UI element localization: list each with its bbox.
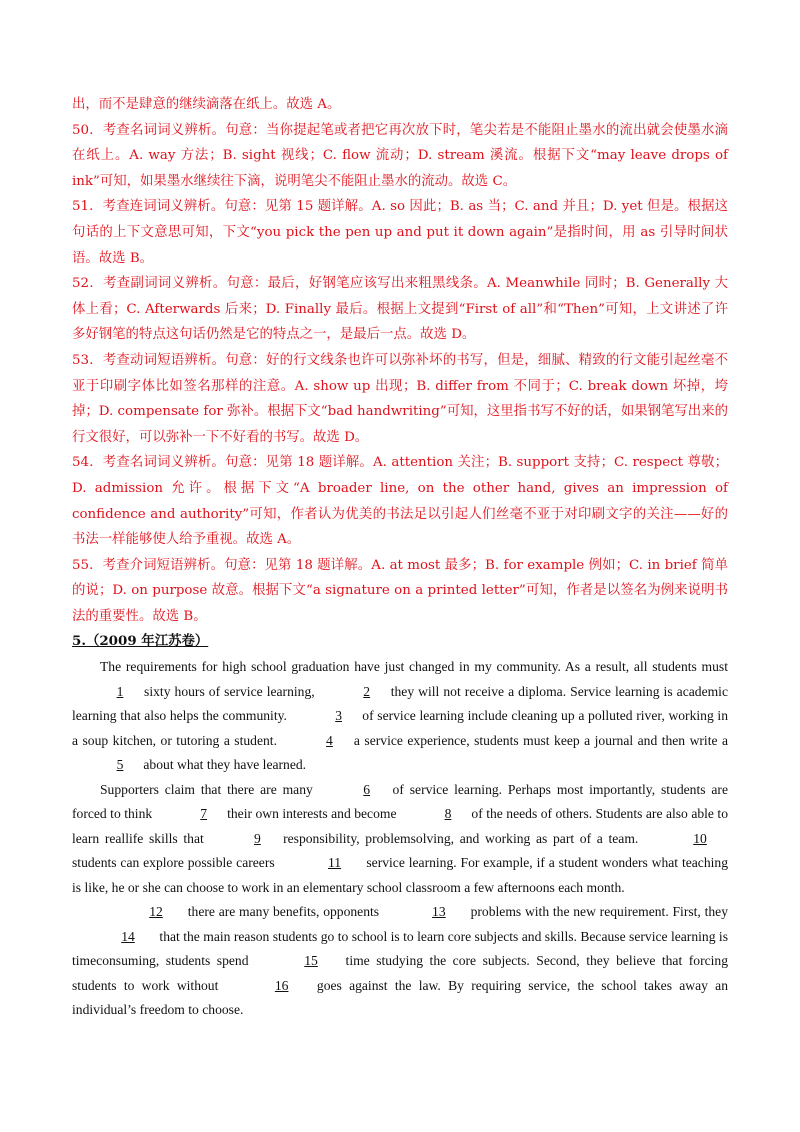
explanation-49-tail: 出，而不是肆意的继续滴落在纸上。故选 A。	[72, 97, 341, 112]
answer-blank-10: 10	[693, 830, 707, 846]
explanation-55: 55．考查介词短语辨析。句意：见第 18 题详解。A. at most 最多；B. for example 例如；C. in brief 简单的说；D. on purpose 故意。根据下文“a signature on a printed letter”可知，作者是以签名为例来说明书法的重要性。故选 B。	[72, 557, 728, 624]
answer-explanations	[72, 92, 728, 629]
passage-paragraph-3: 12 there are many benefits, opponents 13 problems with the new requirement. First, they 14 that the main reason students go to school is to learn core subjects and skills. Because service learning is timeconsuming, students spend 15 time studying the core subjects. Second, they believe that forcing students to work without 16 goes against the law. By requiring service, the school takes away an individual’s freedom to choose.	[72, 900, 728, 1023]
answer-blank-11: 11	[327, 855, 342, 871]
answer-blank-6: 6	[363, 781, 371, 797]
answer-blank-12: 12	[149, 904, 163, 920]
answer-blank-4: 4	[326, 732, 333, 748]
answer-blank-2: 2	[363, 683, 371, 699]
passage-paragraph-1: The requirements for high school graduation have just changed in my community. As a result, all students must 1 sixty hours of service learning, 2 they will not receive a diploma. Service learning is academic learning that also helps the community. 3 of service learning include cleaning up a polluted river, working in a soup kitchen, or tutoring a student. 4 a service experience, students must keep a journal and then write a 5 about what they have learned.	[72, 655, 728, 778]
answer-blank-9: 9	[254, 830, 261, 846]
answer-blank-1: 1	[116, 683, 124, 699]
explanation-50: 50．考查名词词义辨析。句意：当你提起笔或者把它再次放下时，笔尖若是不能阻止墨水的流出就会使墨水滴在纸上。A. way 方法；B. sight 视线；C. flow 流动；D. stream 溪流。根据下文“may leave drops of ink”可知，如果墨水继续往下滴，说明笔尖不能阻止墨水的流动。故选 C。	[72, 122, 728, 189]
explanation-52: 52．考查副词词义辨析。句意：最后，好钢笔应该写出来粗黑线条。A. Meanwhile 同时；B. Generally 大体上看；C. Afterwards 后来；D. Finally 最后。根据上文提到“First of all”和“Then”可知，上文讲述了许多好钢笔的特点这句话仍然是它的特点之一，是最后一点。故选 D。	[72, 276, 728, 343]
section-title: 5.（2009 年江苏卷）	[72, 633, 209, 650]
answer-blank-16: 16	[274, 977, 289, 993]
answer-blank-8: 8	[444, 806, 452, 822]
answer-blank-7: 7	[200, 806, 208, 822]
answer-blank-15: 15	[304, 953, 318, 969]
explanation-54: 54．考查名词词义辨析。句意：见第 18 题详解。A. attention 关注；B. support 支持；C. respect 尊敬；D. admission 允许。根据下文“A broader line, on the other hand, gives an impression of confidence and authority”可知，作者认为优美的书法足以引起人们丝毫不亚于对印刷文字的关注——好的书法一样能够使人给予重视。故选 A。	[72, 455, 728, 548]
answer-blank-13: 13	[432, 904, 446, 920]
explanation-53: 53．考查动词短语辨析。句意：好的行文线条也许可以弥补坏的书写，但是，细腻、精致的行文能引起丝毫不亚于印刷字体比如签名那样的注意。A. show up 出现；B. differ from 不同于；C. break down 坏掉，垮掉；D. compensate for 弥补。根据下文“bad handwriting”可知，这里指书写不好的话，如果钢笔写出来的行文很好，可以弥补一下不好看的书写。故选 D。	[72, 352, 728, 445]
document-page	[72, 92, 728, 1023]
answer-blank-14: 14	[121, 928, 135, 944]
explanation-51: 51．考查连词词义辨析。句意：见第 15 题详解。A. so 因此；B. as 当；C. and 并且；D. yet 但是。根据这句话的上下文意思可知，下文“you pick the pen up and put it down again”是指时间，用 as 引导时间状语。故选 B。	[72, 199, 728, 266]
answer-blank-5: 5	[116, 757, 124, 773]
cloze-passage	[72, 655, 728, 1023]
answer-blank-3: 3	[335, 708, 342, 724]
passage-paragraph-2: Supporters claim that there are many 6 of service learning. Perhaps most importantly, students are forced to think 7 their own interests and become 8 of the needs of others. Students are also able to learn reallife skills that 9 responsibility, problemsolving, and working as part of a team. 10 students can explore possible careers 11 service learning. For example, if a student wonders what teaching is like, he or she can choose to work in an elementary school classroom a few afternoons each month.	[72, 778, 728, 901]
